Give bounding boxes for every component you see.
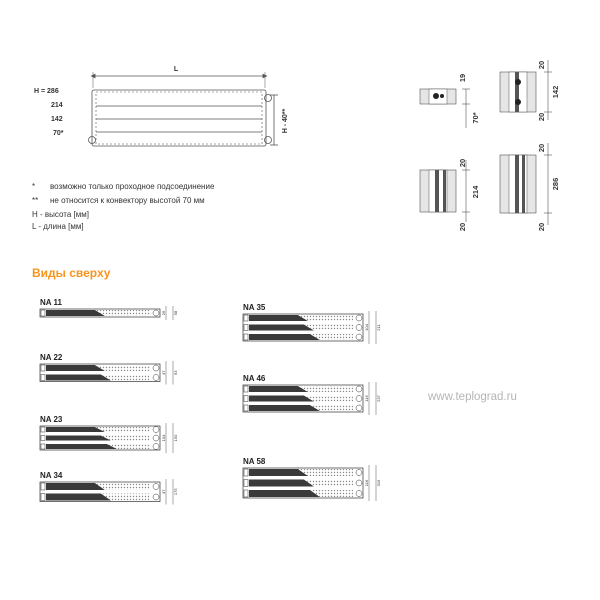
pipe-end — [356, 386, 362, 392]
end-cap — [244, 405, 248, 411]
model-na-35 — [243, 303, 381, 344]
pipe-end — [153, 494, 159, 500]
pipe-end — [153, 435, 159, 441]
end-cap — [41, 483, 45, 490]
dim-inner: 26 — [161, 310, 166, 316]
end-cap — [41, 375, 45, 381]
side70-dim-top: 19 — [458, 73, 467, 83]
end-cap — [244, 490, 248, 497]
dim-inner: 104 — [161, 434, 166, 442]
pipe-end — [356, 334, 362, 340]
end-cap — [244, 396, 248, 402]
pipe-end — [153, 365, 159, 371]
pipe-end — [356, 405, 362, 411]
pipe-end — [356, 315, 362, 321]
pipe-end — [356, 396, 362, 402]
dim-outer: 237 — [376, 395, 381, 402]
dim-inner: 116 — [364, 479, 369, 487]
dim-inner: 47 — [161, 489, 166, 494]
fin-block — [46, 310, 105, 316]
dim-outer: 211 — [376, 324, 381, 331]
side70-dim-main: 70* — [471, 112, 480, 124]
dim-outer: 150 — [173, 434, 178, 442]
fin-block — [249, 386, 308, 392]
model-na-23 — [40, 415, 178, 453]
model-na-11 — [40, 298, 178, 320]
dim-outer: 319 — [376, 479, 381, 487]
end-cap — [41, 310, 45, 316]
height-label-70: 70* — [53, 130, 64, 137]
side286-dim-bottom: 20 — [537, 222, 546, 232]
side142-dim-bottom: 20 — [537, 112, 546, 122]
model-label: NA 46 — [243, 374, 266, 383]
side214-dim-top: 20 — [458, 158, 467, 168]
pipe-end — [153, 427, 159, 433]
fin-block — [46, 494, 111, 501]
pipe-end — [356, 480, 362, 486]
side214-dim-bottom: 20 — [458, 222, 467, 232]
side-view-70 — [420, 89, 470, 128]
top-views — [40, 298, 381, 505]
fin-block — [46, 444, 117, 449]
end-cap — [244, 480, 248, 487]
end-cap — [41, 427, 45, 432]
side286-dim-main: 286 — [551, 177, 560, 191]
pipe-end — [153, 310, 159, 316]
end-cap — [41, 436, 45, 441]
side142-dim-top: 20 — [537, 60, 546, 70]
end-cap — [41, 494, 45, 501]
model-na-58 — [243, 457, 381, 501]
dim-outer: 175 — [173, 488, 178, 496]
model-label: NA 23 — [40, 415, 63, 424]
fin-block — [249, 334, 320, 340]
note-1: * возможно только проходное подсоединение — [32, 182, 215, 191]
end-cap — [244, 334, 248, 340]
watermark: www.teplograd.ru — [428, 391, 517, 403]
model-label: NA 11 — [40, 298, 62, 307]
end-cap — [244, 469, 248, 476]
note-4: L - длина [мм] — [32, 222, 84, 231]
height-label-214: 214 — [51, 102, 63, 109]
dim-outer: 58 — [173, 310, 178, 316]
model-label: NA 35 — [243, 303, 266, 312]
fin-block — [46, 375, 111, 381]
side-view-214 — [420, 160, 470, 222]
note-3: H - высота [мм] — [32, 210, 89, 219]
height-label-286: H = 286 — [34, 88, 59, 95]
model-na-46 — [243, 374, 381, 415]
side-view-286 — [500, 143, 552, 225]
height-label-142: 142 — [51, 116, 63, 123]
fin-block — [46, 427, 105, 432]
fin-block — [249, 405, 320, 411]
dim-outer: 93 — [173, 370, 178, 375]
fin-block — [249, 469, 308, 476]
side142-dim-main: 142 — [551, 85, 560, 99]
fin-block — [46, 483, 105, 490]
model-na-22 — [40, 353, 178, 385]
end-cap — [41, 365, 45, 371]
pipe-end — [153, 444, 159, 450]
end-cap — [244, 386, 248, 392]
dim-inner: 104 — [364, 324, 369, 331]
end-cap — [244, 325, 248, 331]
fin-block — [46, 365, 105, 371]
vertical-dim-label: H - 40** — [282, 108, 289, 134]
top-views-heading: Виды сверху — [32, 266, 111, 280]
fin-block — [249, 490, 320, 497]
fin-block — [249, 480, 314, 487]
pipe-end — [356, 470, 362, 476]
end-cap — [41, 444, 45, 449]
side286-dim-top: 20 — [537, 143, 546, 153]
note-2: ** не относится к конвектору высотой 70 мм — [32, 196, 205, 205]
side214-dim-main: 214 — [471, 185, 480, 199]
model-label: NA 58 — [243, 457, 266, 466]
fin-block — [249, 325, 314, 331]
dim-inner: 116 — [364, 395, 369, 402]
front-view — [89, 72, 279, 146]
fin-block — [249, 396, 314, 402]
dim-l-label: L — [173, 66, 179, 73]
end-cap — [244, 315, 248, 321]
fin-block — [46, 436, 111, 441]
model-na-34 — [40, 471, 178, 505]
pipe-end — [356, 325, 362, 331]
pipe-end — [153, 375, 159, 381]
dim-inner: 47 — [161, 370, 166, 375]
fin-block — [249, 315, 308, 321]
pipe-end — [153, 484, 159, 490]
model-label: NA 22 — [40, 353, 63, 362]
model-label: NA 34 — [40, 471, 63, 480]
pipe-end — [356, 491, 362, 497]
